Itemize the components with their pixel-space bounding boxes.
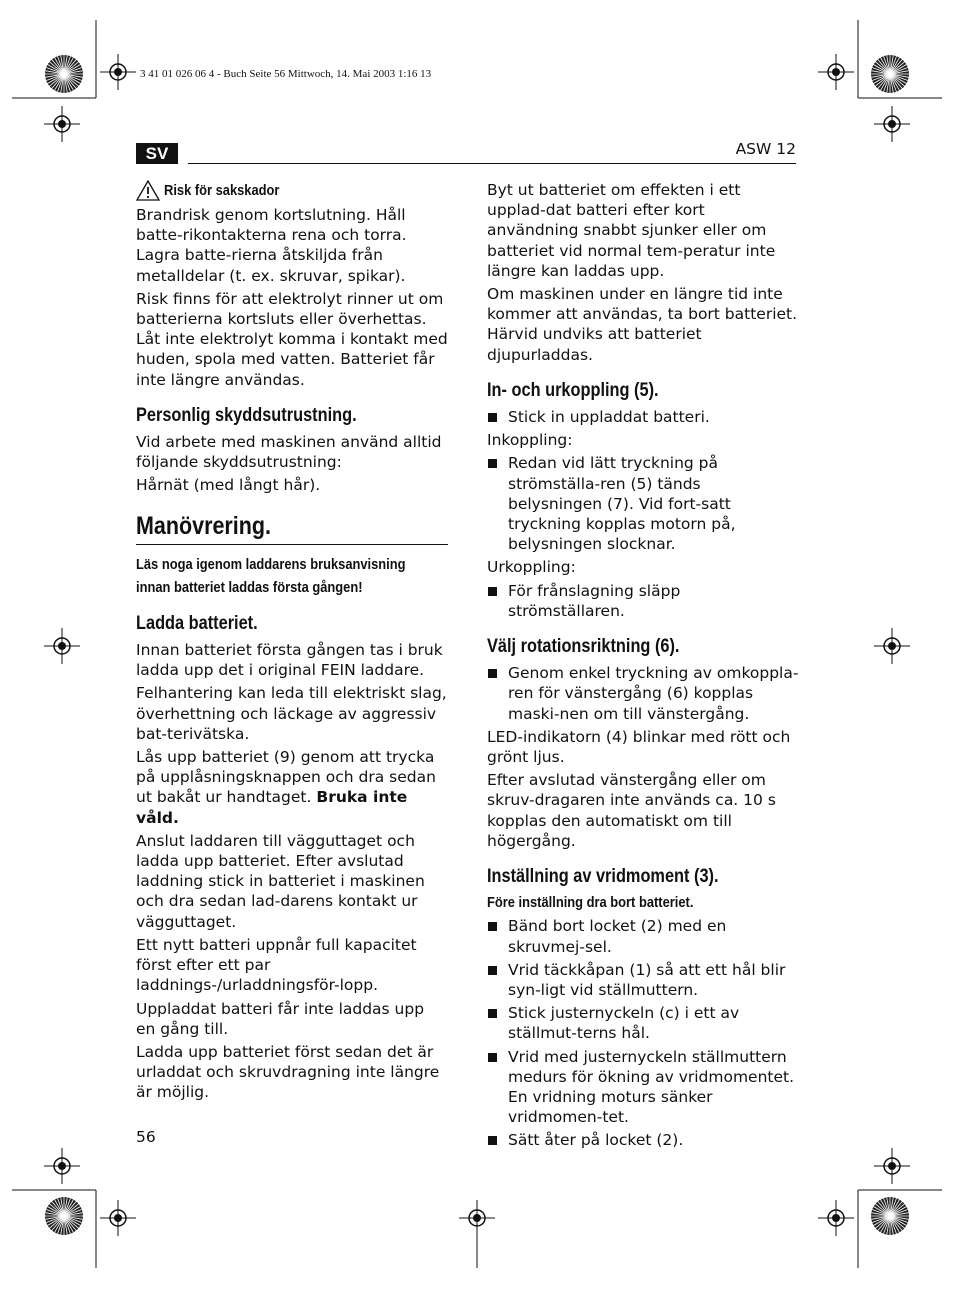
paragraph-text: Lås upp batteriet (9) genom att trycka på upplåsningsknappen och dra sedan ut bakåt ur handtaget. — [136, 748, 436, 807]
bullet-icon — [487, 916, 508, 956]
paragraph: Hårnät (med långt hår). — [136, 476, 321, 495]
list-item — [487, 916, 799, 956]
list-item-text: Genom enkel tryckning av omkoppla-ren för vänstergång (6) kopplas maski-nen om till vänstergång. — [508, 664, 799, 723]
warning-heading — [136, 180, 448, 201]
notice-line: Läs noga igenom laddarens bruksanvisning — [136, 555, 406, 573]
language-badge: SV — [136, 143, 178, 164]
list-item-text: Sätt åter på locket (2). — [508, 1131, 684, 1150]
warning-triangle-icon — [136, 180, 160, 201]
bullet-icon — [487, 1047, 508, 1128]
bold-emphasis: Bruka inte våld. — [136, 788, 408, 827]
list-item — [487, 1047, 799, 1128]
model-label: ASW 12 — [735, 140, 796, 158]
list-item — [487, 960, 799, 1000]
paragraph: LED-indikatorn (4) blinkar med rött och grönt ljus. — [487, 727, 791, 767]
paragraph — [136, 747, 448, 828]
list-item — [487, 453, 799, 554]
paragraph: Anslut laddaren till vägguttaget och ladda upp batteriet. Efter avslutad laddning stick in batteriet i maskinen och dra sedan lad-darens kontakt ur vägguttaget. — [136, 831, 425, 931]
section-heading-ladda: Ladda batteriet. — [136, 612, 258, 634]
section-heading-personlig: Personlig skyddsutrustning. — [136, 404, 357, 426]
notice-line: innan batteriet laddas första gången! — [136, 578, 363, 596]
paragraph: Uppladdat batteri får inte laddas upp en gång till. — [136, 999, 425, 1038]
bullet-icon — [487, 581, 508, 621]
section-heading-vridmoment: Inställning av vridmoment (3). — [487, 866, 719, 888]
paragraph: Ett nytt batteri uppnår full kapacitet först efter ett par laddnings-/urladdningsför-lopp. — [136, 935, 417, 995]
right-column — [487, 180, 799, 1154]
bullet-icon — [487, 960, 508, 1000]
section-heading-in-urkoppling: In- och urkoppling (5). — [487, 379, 659, 401]
bullet-icon — [487, 663, 508, 724]
list-item-text: Redan vid lätt tryckning på strömställa-ren (5) tänds belysningen (7). Vid fort-satt tryckning kopplas motorn på, belysningen slocknar. — [508, 454, 736, 554]
bullet-icon — [487, 407, 508, 427]
list-item-text: Vrid med justernyckeln ställmuttern medurs för ökning av vridmomentet. En vridning moturs sänker vridmomen-tet. — [508, 1047, 795, 1127]
paragraph: Felhantering kan leda till elektriskt slag, överhettning och läckage av aggressiv bat-terivätska. — [136, 684, 447, 743]
paragraph: Byt ut batteriet om effekten i ett upplad-dat batteri efter kort användning snabbt sjunker eller om batteriet vid normal tem-peratur inte längre kan laddas upp. — [487, 181, 776, 280]
section-heading-rotationsriktning: Välj rotationsriktning (6). — [487, 636, 680, 658]
sub-notice: Före inställning dra bort batteriet. — [487, 894, 694, 912]
list-item-text: Stick in uppladdat batteri. — [508, 408, 710, 427]
paragraph: Risk finns för att elektrolyt rinner ut om batterierna kortsluts eller överhettas. Låt inte elektrolyt komma i kontakt med huden, spola med vatten. Batteriet får inte längre användas. — [136, 289, 448, 389]
left-column — [136, 180, 448, 1106]
list-item-text: För frånslagning släpp strömställaren. — [508, 581, 681, 620]
header-rule — [188, 163, 796, 164]
label: Urkoppling: — [487, 558, 576, 577]
paragraph: Ladda upp batteriet först sedan det är urladdat och skruvdragning inte längre är möjlig. — [136, 1042, 440, 1102]
paragraph: Vid arbete med maskinen använd alltid följande skyddsutrustning: — [136, 433, 442, 472]
heading-rule — [136, 544, 448, 545]
paragraph: Brandrisk genom kortslutning. Håll batte-rikontakterna rena och torra. Lagra batte-rierna åtskiljda från metalldelar (t. ex. skruvar, spikar). — [136, 206, 407, 285]
list-item — [487, 1003, 799, 1043]
bullet-icon — [487, 453, 508, 554]
print-slug: 3 41 01 026 06 4 - Buch Seite 56 Mittwoch, 14. Mai 2003 1:16 13 — [140, 68, 432, 80]
page-number: 56 — [136, 1128, 156, 1146]
list-item — [487, 581, 799, 621]
paragraph: Om maskinen under en längre tid inte kommer att användas, ta bort batteriet. Härvid undviks att batteriet djupurladdas. — [487, 285, 798, 364]
list-item-text: Stick justernyckeln (c) i ett av ställmut-terns hål. — [508, 1004, 740, 1043]
label: Inkoppling: — [487, 431, 573, 450]
chapter-heading-manovrering: Manövrering. — [136, 511, 272, 540]
warning-title: Risk för sakskador — [164, 182, 280, 199]
list-item-text: Bänd bort locket (2) med en skruvmej-sel. — [508, 917, 727, 956]
list-item — [487, 407, 799, 427]
bullet-icon — [487, 1003, 508, 1043]
paragraph: Efter avslutad vänstergång eller om skruv-dragaren inte används ca. 10 s kopplas den automatiskt om till högergång. — [487, 771, 776, 850]
list-item — [487, 1130, 799, 1150]
list-item — [487, 663, 799, 724]
list-item-text: Vrid täckkåpan (1) så att ett hål blir syn-ligt vid ställmuttern. — [508, 960, 786, 999]
bullet-icon — [487, 1130, 508, 1150]
paragraph: Innan batteriet första gången tas i bruk ladda upp det i original FEIN laddare. — [136, 641, 443, 680]
